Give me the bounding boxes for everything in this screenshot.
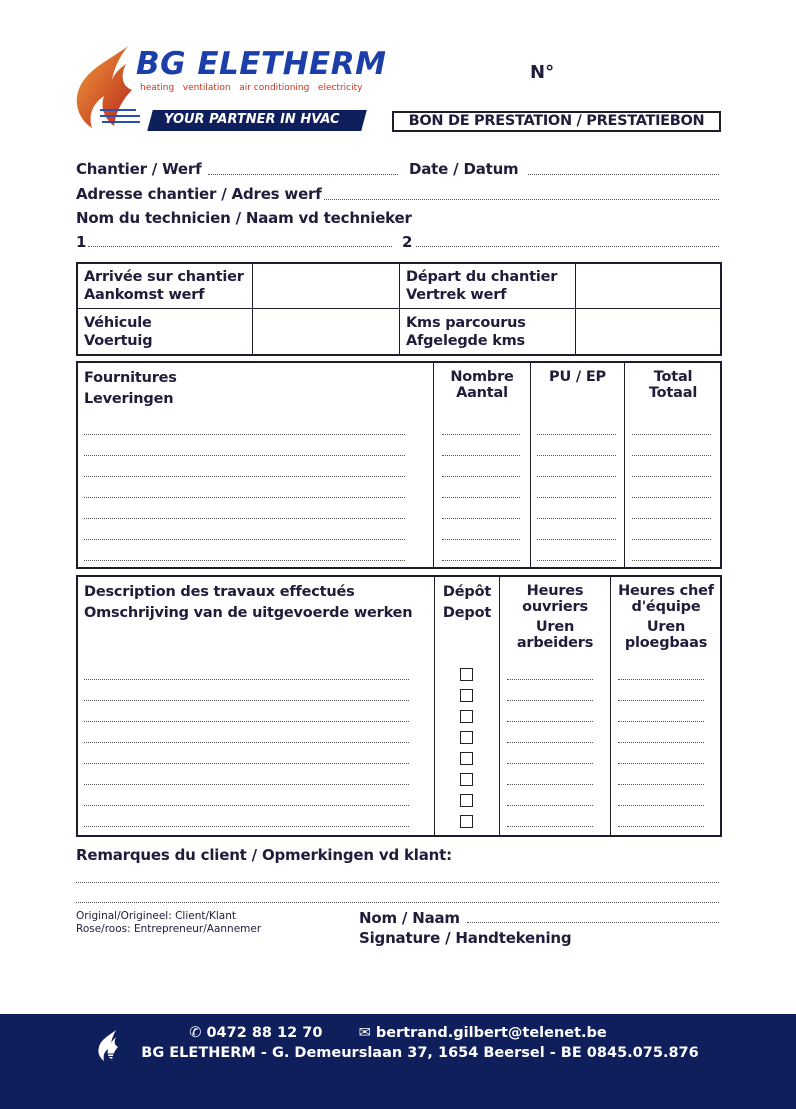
tech1-label: 1 [76, 233, 87, 251]
supplies-total-field[interactable] [632, 434, 711, 435]
work-heures-chef-field[interactable] [618, 700, 704, 701]
work-heures-chef-field[interactable] [618, 763, 704, 764]
work-header-description-nl: Omschrijving van de uitgevoerde werken [84, 605, 413, 621]
work-header-heures-chef [611, 583, 721, 651]
logo-tagline: heating ventilation air conditioning electricity [140, 83, 363, 93]
work-heures-ouvriers-field[interactable] [507, 826, 593, 827]
times-table-divider [399, 263, 400, 355]
work-header-depot-fr: Dépôt [442, 584, 492, 600]
supplies-total-field[interactable] [632, 539, 711, 540]
supplies-fourniture-field[interactable] [84, 497, 405, 498]
supplies-fourniture-field[interactable] [84, 518, 405, 519]
work-header-depot-nl: Depot [442, 605, 492, 621]
tech2-label: 2 [402, 233, 413, 251]
arrivee-label [84, 268, 244, 304]
logo-brand: BG ELETHERM [136, 46, 387, 82]
work-description-field[interactable] [84, 763, 409, 764]
supplies-pu-field[interactable] [537, 518, 616, 519]
arrivee-fr: Arrivée sur chantier [84, 269, 244, 285]
supplies-pu-field[interactable] [537, 539, 616, 540]
chantier-field[interactable] [208, 174, 398, 175]
times-table-divider [252, 263, 253, 355]
depart-nl: Vertrek werf [406, 287, 507, 303]
copy-note-1: Original/Origineel: Client/Klant [76, 910, 237, 922]
footer [0, 1014, 796, 1109]
depot-checkbox[interactable] [460, 710, 473, 723]
remarks-line-2[interactable] [76, 902, 719, 903]
supplies-nombre-field[interactable] [442, 476, 520, 477]
kms-label [406, 314, 526, 350]
supplies-fourniture-field[interactable] [84, 455, 405, 456]
work-header-ouvriers-3: Uren [535, 619, 575, 635]
kms-fr: Kms parcourus [406, 315, 526, 331]
work-description-field[interactable] [84, 826, 409, 827]
number-label: N° [530, 62, 555, 83]
supplies-nombre-field[interactable] [442, 539, 520, 540]
times-table-divider [575, 263, 576, 355]
vehicule-nl: Voertuig [84, 333, 153, 349]
logo-slogan: YOUR PARTNER IN HVAC [164, 112, 340, 127]
supplies-header-pu: PU / EP [549, 369, 606, 385]
work-heures-ouvriers-field[interactable] [507, 700, 593, 701]
form-title [392, 111, 721, 132]
supplies-header-nombre [434, 369, 530, 401]
work-heures-ouvriers-field[interactable] [507, 679, 593, 680]
vehicule-input[interactable] [254, 310, 398, 354]
date-label: Date / Datum [409, 160, 519, 178]
footer-contact [0, 1025, 796, 1041]
supplies-pu-field[interactable] [537, 560, 616, 561]
vehicule-label [84, 314, 152, 350]
work-heures-ouvriers-field[interactable] [507, 721, 593, 722]
work-header-ouvriers-4: arbeiders [516, 635, 594, 651]
kms-input[interactable] [577, 310, 720, 354]
supplies-header-nombre-fr: Nombre [450, 369, 514, 385]
technicien-label: Nom du technicien / Naam vd technieker [76, 209, 412, 227]
supplies-header-fournitures [84, 368, 177, 410]
work-heures-chef-field[interactable] [618, 784, 704, 785]
supplies-total-field[interactable] [632, 560, 711, 561]
work-header-chef-4: ploegbaas [624, 635, 708, 651]
logo [70, 40, 398, 132]
supplies-header-total [625, 369, 721, 401]
supplies-fourniture-field[interactable] [84, 476, 405, 477]
signature-field[interactable] [580, 928, 719, 950]
work-header-chef-2: d'équipe [631, 599, 701, 615]
work-header-chef-3: Uren [646, 619, 686, 635]
name-field[interactable] [467, 922, 719, 923]
vehicule-fr: Véhicule [84, 315, 152, 331]
supplies-total-field[interactable] [632, 476, 711, 477]
work-header-heures-ouvriers [500, 583, 610, 651]
supplies-header-total-fr: Total [653, 369, 693, 385]
depot-checkbox[interactable] [460, 689, 473, 702]
work-description-field[interactable] [84, 721, 409, 722]
depart-label [406, 268, 557, 304]
supplies-pu-field[interactable] [537, 434, 616, 435]
chantier-label: Chantier / Werf [76, 160, 202, 178]
copy-note-2: Rose/roos: Entrepreneur/Aannemer [76, 923, 262, 935]
supplies-pu-field[interactable] [537, 455, 616, 456]
work-heures-chef-field[interactable] [618, 826, 704, 827]
work-header-chef-1: Heures chef [618, 583, 714, 599]
work-header-description [84, 582, 412, 624]
work-header-depot [435, 582, 499, 624]
signature-label: Signature / Handtekening [359, 929, 572, 947]
supplies-header-nombre-nl: Aantal [456, 385, 508, 401]
name-label: Nom / Naam [359, 909, 460, 927]
supplies-header-fr: Fournitures [84, 370, 177, 386]
tech2-field[interactable] [416, 246, 719, 247]
supplies-fourniture-field[interactable] [84, 539, 405, 540]
remarks-label: Remarques du client / Opmerkingen vd klant: [76, 846, 452, 864]
supplies-nombre-field[interactable] [442, 560, 520, 561]
remarks-line-1[interactable] [76, 882, 719, 883]
depot-checkbox[interactable] [460, 731, 473, 744]
supplies-nombre-field[interactable] [442, 497, 520, 498]
supplies-pu-field[interactable] [537, 497, 616, 498]
supplies-total-field[interactable] [632, 497, 711, 498]
arrivee-nl: Aankomst werf [84, 287, 205, 303]
phone-icon: ✆ [189, 1025, 202, 1041]
supplies-nombre-field[interactable] [442, 518, 520, 519]
adresse-field[interactable] [324, 199, 719, 200]
mail-icon: ✉ [358, 1025, 371, 1041]
work-description-field[interactable] [84, 742, 409, 743]
work-header-description-fr: Description des travaux effectués [84, 584, 355, 600]
work-description-field[interactable] [84, 805, 409, 806]
footer-address: BG ELETHERM - G. Demeurslaan 37, 1654 Beersel - BE 0845.075.876 [141, 1045, 699, 1061]
supplies-total-field[interactable] [632, 455, 711, 456]
depot-checkbox[interactable] [460, 668, 473, 681]
depot-checkbox[interactable] [460, 815, 473, 828]
footer-email[interactable]: bertrand.gilbert@telenet.be [375, 1025, 607, 1041]
arrivee-input[interactable] [254, 264, 398, 307]
supplies-nombre-field[interactable] [442, 455, 520, 456]
supplies-pu-field[interactable] [537, 476, 616, 477]
work-heures-ouvriers-field[interactable] [507, 763, 593, 764]
work-heures-chef-field[interactable] [618, 742, 704, 743]
tech1-field[interactable] [88, 246, 392, 247]
work-heures-ouvriers-field[interactable] [507, 784, 593, 785]
depot-checkbox[interactable] [460, 773, 473, 786]
depot-checkbox[interactable] [460, 752, 473, 765]
supplies-table-divider [530, 362, 531, 568]
supplies-header-nl: Leveringen [84, 391, 174, 407]
adresse-label: Adresse chantier / Adres werf [76, 185, 322, 203]
work-description-field[interactable] [84, 700, 409, 701]
supplies-header-total-nl: Totaal [648, 385, 698, 401]
work-heures-chef-field[interactable] [618, 805, 704, 806]
work-description-field[interactable] [84, 784, 409, 785]
work-header-ouvriers-2: ouvriers [522, 599, 588, 615]
depart-fr: Départ du chantier [406, 269, 558, 285]
work-header-ouvriers-1: Heures [526, 583, 584, 599]
supplies-total-field[interactable] [632, 518, 711, 519]
date-field[interactable] [528, 174, 719, 175]
kms-nl: Afgelegde kms [406, 333, 525, 349]
supplies-nombre-field[interactable] [442, 434, 520, 435]
work-description-field[interactable] [84, 679, 409, 680]
work-heures-chef-field[interactable] [618, 721, 704, 722]
footer-phone[interactable]: 0472 88 12 70 [206, 1025, 323, 1041]
supplies-fourniture-field[interactable] [84, 434, 405, 435]
work-heures-ouvriers-field[interactable] [507, 742, 593, 743]
depart-input[interactable] [577, 264, 720, 307]
work-heures-chef-field[interactable] [618, 679, 704, 680]
work-heures-ouvriers-field[interactable] [507, 805, 593, 806]
form-title-text: BON DE PRESTATION / PRESTATIEBON [408, 113, 705, 129]
supplies-fourniture-field[interactable] [84, 560, 405, 561]
depot-checkbox[interactable] [460, 794, 473, 807]
